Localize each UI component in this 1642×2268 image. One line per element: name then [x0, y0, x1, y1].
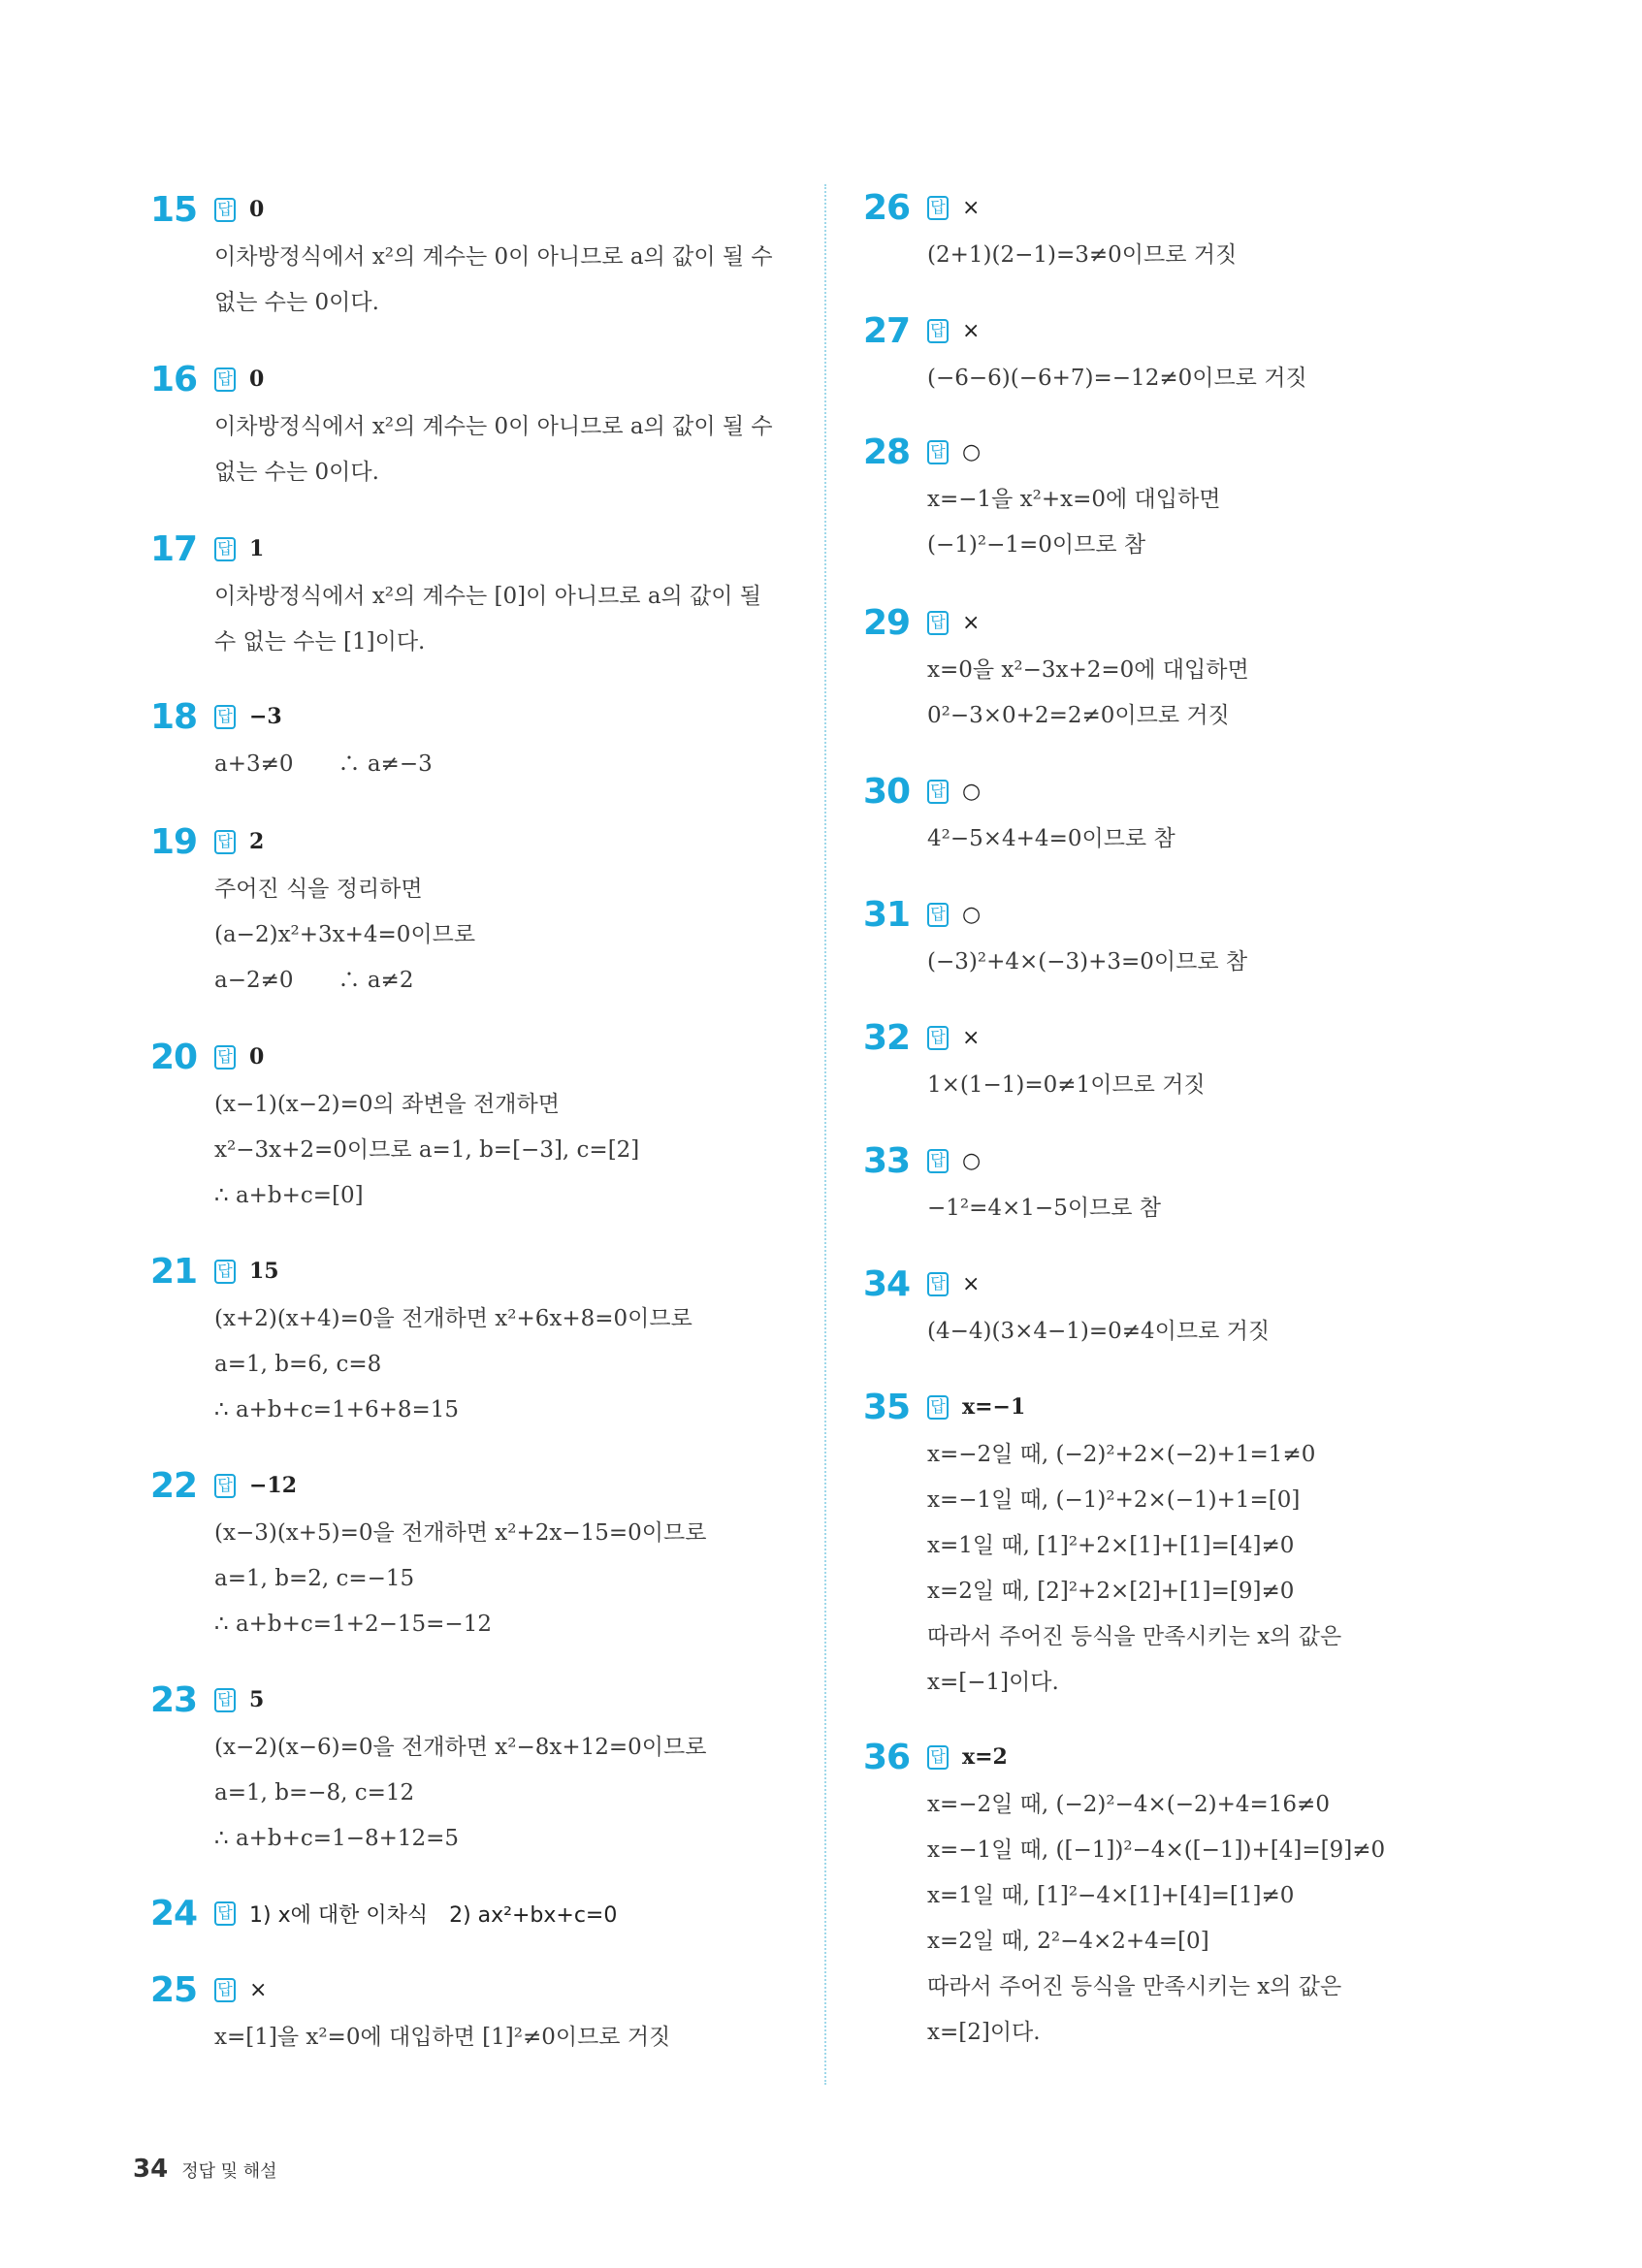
answer: 5 [249, 1687, 265, 1712]
problem-30 [863, 766, 1175, 862]
solution-line: (−6−6)(−6+7)=−12≠0이므로 거짓 [927, 366, 1307, 391]
problem-number: 25 [150, 1969, 198, 2010]
solution-line: 따라서 주어진 등식을 만족시키는 x의 값은 [927, 1624, 1342, 1649]
solution-line: x=[−1]이다. [927, 1670, 1059, 1695]
problem-number: 29 [863, 602, 911, 643]
answer: ○ [962, 439, 982, 464]
problem-number: 32 [863, 1017, 911, 1058]
answer-badge: 답 [214, 1978, 236, 2002]
answer-badge: 답 [214, 537, 236, 561]
solution-line: a=1, b=6, c=8 [214, 1352, 382, 1377]
problem-number: 27 [863, 310, 911, 351]
problem-number: 31 [863, 894, 911, 935]
solution-line: a−2≠0 ∴ a≠2 [214, 968, 414, 993]
problem-number: 35 [863, 1387, 911, 1427]
answer: 2 [249, 829, 265, 854]
answer-badge: 답 [214, 1045, 236, 1070]
solution-line: −1²=4×1−5이므로 참 [927, 1196, 1162, 1221]
problem-29 [863, 597, 1249, 739]
answer: ○ [962, 779, 982, 804]
solution-line: 없는 수는 0이다. [214, 460, 379, 485]
problem-33 [863, 1135, 1161, 1231]
problem-number: 16 [150, 359, 198, 399]
solution-line: x=−1일 때, ([−1])²−4×([−1])+[4]=[9]≠0 [927, 1837, 1386, 1863]
problem-20 [150, 1032, 639, 1219]
answer: × [962, 318, 981, 343]
problem-19 [150, 816, 475, 1004]
problem-28 [863, 427, 1220, 568]
answer: x=−1 [962, 1394, 1026, 1420]
answer-badge: 답 [214, 198, 236, 222]
solution-line: x=[1]을 x²=0에 대입하면 [1]²≠0이므로 거짓 [214, 2025, 671, 2050]
solution-line: 이차방정식에서 x²의 계수는 0이 아니므로 a의 값이 될 수 [214, 414, 773, 439]
answer: −3 [249, 704, 282, 729]
answer-badge: 답 [214, 1474, 236, 1498]
solution-line: x=[2]이다. [927, 2020, 1041, 2045]
solution-line: ∴ a+b+c=[0] [214, 1183, 364, 1208]
solution-line: (x−1)(x−2)=0의 좌변을 전개하면 [214, 1092, 560, 1117]
column-divider [824, 184, 826, 2085]
answer-badge: 답 [927, 903, 949, 927]
answer-badge: 답 [927, 1395, 949, 1420]
answer: × [962, 195, 981, 220]
solution-line: (x−3)(x+5)=0을 전개하면 x²+2x−15=0이므로 [214, 1520, 707, 1546]
solution-line: (a−2)x²+3x+4=0이므로 [214, 922, 476, 947]
answer-badge: 답 [214, 1688, 236, 1712]
problem-number: 23 [150, 1679, 198, 1720]
answer: 0 [249, 1044, 265, 1070]
problem-18 [150, 691, 433, 787]
problem-25 [150, 1965, 670, 2060]
answer-badge: 답 [214, 830, 236, 854]
problem-23 [150, 1675, 706, 1862]
solution-line: x=−1일 때, (−1)²+2×(−1)+1=[0] [927, 1487, 1301, 1513]
solution-line: 따라서 주어진 등식을 만족시키는 x의 값은 [927, 1974, 1342, 1999]
answer-badge: 답 [927, 196, 949, 220]
answer: 15 [249, 1259, 279, 1284]
page-number: 34 [133, 2155, 169, 2184]
problem-number: 17 [150, 528, 198, 569]
problem-31 [863, 889, 1247, 985]
solution-line: a+3≠0 ∴ a≠−3 [214, 751, 433, 777]
answer-badge: 답 [927, 1149, 949, 1173]
problem-number: 24 [150, 1893, 198, 1933]
solution-line: x=1일 때, [1]²+2×[1]+[1]=[4]≠0 [927, 1533, 1295, 1558]
problem-21 [150, 1246, 692, 1433]
problem-number: 20 [150, 1037, 198, 1077]
solution-line: x=2일 때, 2²−4×2+4=[0] [927, 1929, 1209, 1954]
problem-16 [150, 354, 773, 495]
answer: × [249, 1977, 268, 2002]
solution-line: (x−2)(x−6)=0을 전개하면 x²−8x+12=0이므로 [214, 1735, 707, 1760]
answer: 1) x에 대한 이차식 2) ax²+bx+c=0 [249, 1902, 618, 1928]
solution-line: (−1)²−1=0이므로 참 [927, 532, 1146, 558]
problem-36 [863, 1732, 1385, 2056]
solution-line: 4²−5×4+4=0이므로 참 [927, 826, 1175, 851]
solution-line: x=−2일 때, (−2)²−4×(−2)+4=16≠0 [927, 1792, 1330, 1817]
solution-line: 주어진 식을 정리하면 [214, 877, 423, 902]
answer: × [962, 1271, 981, 1296]
solution-line: 이차방정식에서 x²의 계수는 [0]이 아니므로 a의 값이 될 [214, 584, 762, 609]
solution-line: 0²−3×0+2=2≠0이므로 거짓 [927, 703, 1230, 728]
problem-35 [863, 1382, 1341, 1706]
answer-badge: 답 [214, 705, 236, 729]
answer-badge: 답 [927, 1026, 949, 1050]
problem-17 [150, 524, 761, 665]
answer: ○ [962, 1148, 982, 1173]
solution-line: ∴ a+b+c=1+2−15=−12 [214, 1612, 492, 1637]
problem-number: 26 [863, 187, 911, 228]
solution-line: x=−1을 x²+x=0에 대입하면 [927, 487, 1221, 512]
solution-line: 없는 수는 0이다. [214, 290, 379, 315]
problem-number: 36 [863, 1737, 911, 1777]
solution-line: x=1일 때, [1]²−4×[1]+[4]=[1]≠0 [927, 1883, 1295, 1908]
answer-badge: 답 [927, 440, 949, 464]
answer-badge: 답 [927, 319, 949, 343]
solution-line: 수 없는 수는 [1]이다. [214, 629, 426, 655]
solution-line: x=−2일 때, (−2)²+2×(−2)+1=1≠0 [927, 1442, 1316, 1467]
answer: × [962, 1025, 981, 1050]
problem-24 [150, 1888, 617, 1938]
answer: 1 [249, 536, 265, 561]
solution-line: (x+2)(x+4)=0을 전개하면 x²+6x+8=0이므로 [214, 1306, 692, 1331]
problem-number: 19 [150, 821, 198, 862]
answer-badge: 답 [927, 1745, 949, 1770]
problem-26 [863, 182, 1237, 278]
problem-22 [150, 1460, 706, 1647]
problem-number: 21 [150, 1251, 198, 1292]
problem-32 [863, 1012, 1206, 1108]
problem-number: 22 [150, 1465, 198, 1506]
solution-line: 1×(1−1)=0≠1이므로 거짓 [927, 1072, 1206, 1098]
answer: 0 [249, 367, 265, 392]
problem-number: 30 [863, 771, 911, 812]
problem-number: 34 [863, 1263, 911, 1304]
answer-badge: 답 [927, 1272, 949, 1296]
answer: ○ [962, 902, 982, 927]
problem-27 [863, 305, 1307, 401]
answer-badge: 답 [214, 1901, 236, 1926]
answer: 0 [249, 197, 265, 222]
solution-line: x=0을 x²−3x+2=0에 대입하면 [927, 657, 1249, 683]
problem-34 [863, 1259, 1270, 1355]
solution-line: (4−4)(3×4−1)=0≠4이므로 거짓 [927, 1319, 1271, 1344]
page-label: 정답 및 해설 [181, 2161, 277, 2182]
answer-badge: 답 [214, 367, 236, 392]
answer-badge: 답 [214, 1260, 236, 1284]
solution-line: a=1, b=2, c=−15 [214, 1566, 415, 1591]
problem-number: 15 [150, 189, 198, 230]
answer-badge: 답 [927, 780, 949, 804]
solution-line: (2+1)(2−1)=3≠0이므로 거짓 [927, 242, 1238, 268]
solution-line: 이차방정식에서 x²의 계수는 0이 아니므로 a의 값이 될 수 [214, 244, 773, 270]
solution-line: a=1, b=−8, c=12 [214, 1780, 415, 1805]
solution-line: x²−3x+2=0이므로 a=1, b=[−3], c=[2] [214, 1137, 640, 1163]
answer: −12 [249, 1473, 298, 1498]
answer: × [962, 610, 981, 635]
answer-badge: 답 [927, 611, 949, 635]
solution-line: ∴ a+b+c=1+6+8=15 [214, 1397, 460, 1422]
problem-number: 33 [863, 1140, 911, 1181]
answer: x=2 [962, 1744, 1008, 1770]
solution-line: x=2일 때, [2]²+2×[2]+[1]=[9]≠0 [927, 1579, 1295, 1604]
problem-number: 18 [150, 696, 198, 737]
solution-line: (−3)²+4×(−3)+3=0이므로 참 [927, 949, 1248, 974]
page-footer [133, 2155, 277, 2184]
solution-line: ∴ a+b+c=1−8+12=5 [214, 1826, 460, 1851]
problem-number: 28 [863, 431, 911, 472]
problem-15 [150, 184, 773, 326]
